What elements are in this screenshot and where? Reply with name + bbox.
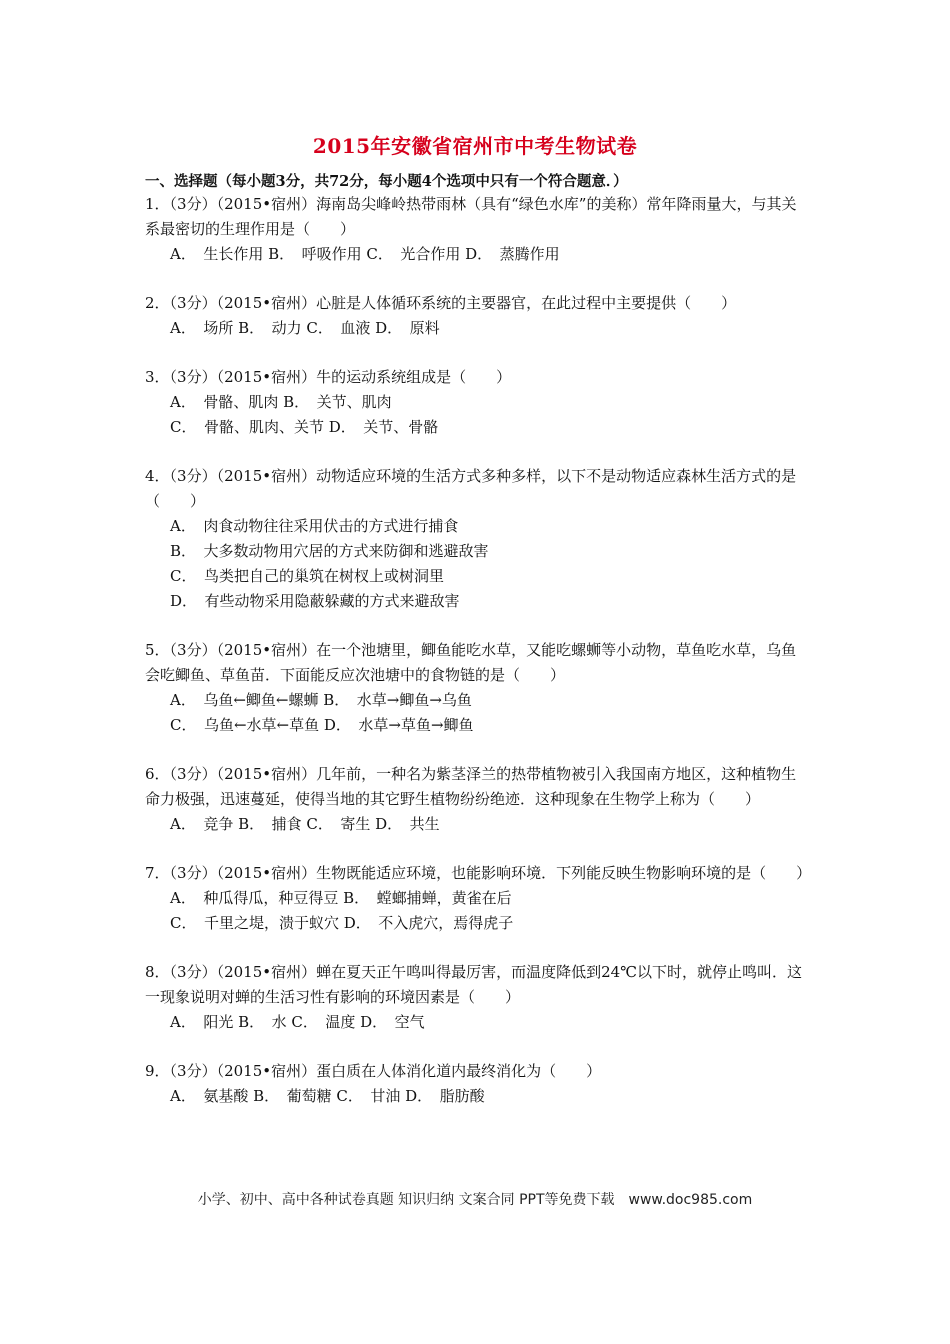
question-stem: 7．（3分）（2015•宿州）生物既能适应环境，也能影响环境．下列能反映生物影响环境的是（ ） bbox=[145, 864, 812, 882]
footer-advert: 小学、初中、高中各种试卷真题 知识归纳 文案合同 PPT等免费下载 www.doc985.com bbox=[197, 1192, 753, 1208]
question-options: A． 乌鱼←鲫鱼←螺蛳 B． 水草→鲫鱼→乌鱼 bbox=[170, 691, 472, 709]
question-option-d: D． 有些动物采用隐蔽躲藏的方式来避敌害 bbox=[170, 592, 460, 610]
question-stem: 1．（3分）（2015•宿州）海南岛尖峰岭热带雨林（具有“绿色水库”的美称）常年降雨量大，与其关系最密切的生理作用是（ ） bbox=[145, 195, 797, 238]
question-stem: 5．（3分）（2015•宿州）在一个池塘里，鲫鱼能吃水草，又能吃螺蛳等小动物，草鱼吃水草，乌鱼会吃鲫鱼、草鱼苗．下面能反应次池塘中的食物链的是（ ） bbox=[145, 641, 797, 684]
section-heading: 一、选择题（每小题3分，共72分，每小题4个选项中只有一个符合题意．） bbox=[145, 173, 628, 190]
question-options: A． 种瓜得瓜，种豆得豆 B． 螳螂捕蝉，黄雀在后 bbox=[170, 889, 512, 907]
question-6 bbox=[145, 762, 805, 837]
question-options: C． 千里之堤，溃于蚁穴 D． 不入虎穴，焉得虎子 bbox=[170, 914, 514, 932]
question-list bbox=[145, 192, 812, 1133]
question-options: A． 阳光 B． 水 C． 温度 D． 空气 bbox=[170, 1013, 425, 1031]
question-8 bbox=[145, 960, 805, 1035]
question-option-b: B． 大多数动物用穴居的方式来防御和逃避敌害 bbox=[170, 542, 489, 560]
question-2 bbox=[145, 291, 805, 341]
exam-title: 2015年安徽省宿州市中考生物试卷 bbox=[312, 134, 638, 158]
question-stem: 2．（3分）（2015•宿州）心脏是人体循环系统的主要器官，在此过程中主要提供（ ） bbox=[145, 294, 737, 312]
question-options: A． 骨骼、肌肉 B． 关节、肌肉 bbox=[170, 393, 392, 411]
question-option-a: A． 肉食动物往往采用伏击的方式进行捕食 bbox=[170, 517, 459, 535]
question-stem: 3．（3分）（2015•宿州）牛的运动系统组成是（ ） bbox=[145, 368, 512, 386]
question-options: C． 乌鱼←水草←草鱼 D． 水草→草鱼→鲫鱼 bbox=[170, 716, 474, 734]
question-options: A． 场所 B． 动力 C． 血液 D． 原料 bbox=[170, 319, 440, 337]
question-9 bbox=[145, 1059, 805, 1109]
question-stem: 9．（3分）（2015•宿州）蛋白质在人体消化道内最终消化为（ ） bbox=[145, 1062, 602, 1080]
question-options: C． 骨骼、肌肉、关节 D． 关节、骨骼 bbox=[170, 418, 439, 436]
question-1 bbox=[145, 192, 805, 267]
question-options: A． 竞争 B． 捕食 C． 寄生 D． 共生 bbox=[170, 815, 440, 833]
question-4 bbox=[145, 464, 805, 614]
question-7 bbox=[145, 861, 812, 936]
question-stem: 8．（3分）（2015•宿州）蝉在夏天正午鸣叫得最厉害，而温度降低到24℃以下时，就停止鸣叫．这一现象说明对蝉的生活习性有影响的环境因素是（ ） bbox=[145, 963, 802, 1006]
question-options: A． 生长作用 B． 呼吸作用 C． 光合作用 D． 蒸腾作用 bbox=[170, 245, 560, 263]
question-stem: 6．（3分）（2015•宿州）几年前，一种名为紫茎泽兰的热带植物被引入我国南方地区，这种植物生命力极强，迅速蔓延，使得当地的其它野生植物纷纷绝迹．这种现象在生物学上称为（ ） bbox=[145, 765, 797, 808]
question-5 bbox=[145, 638, 805, 738]
question-stem: 4．（3分）（2015•宿州）动物适应环境的生活方式多种多样，以下不是动物适应森林生活方式的是（ ） bbox=[145, 467, 797, 510]
question-option-c: C． 鸟类把自己的巢筑在树杈上或树洞里 bbox=[170, 567, 444, 585]
question-options: A． 氨基酸 B． 葡萄糖 C． 甘油 D． 脂肪酸 bbox=[170, 1087, 485, 1105]
question-3 bbox=[145, 365, 805, 440]
